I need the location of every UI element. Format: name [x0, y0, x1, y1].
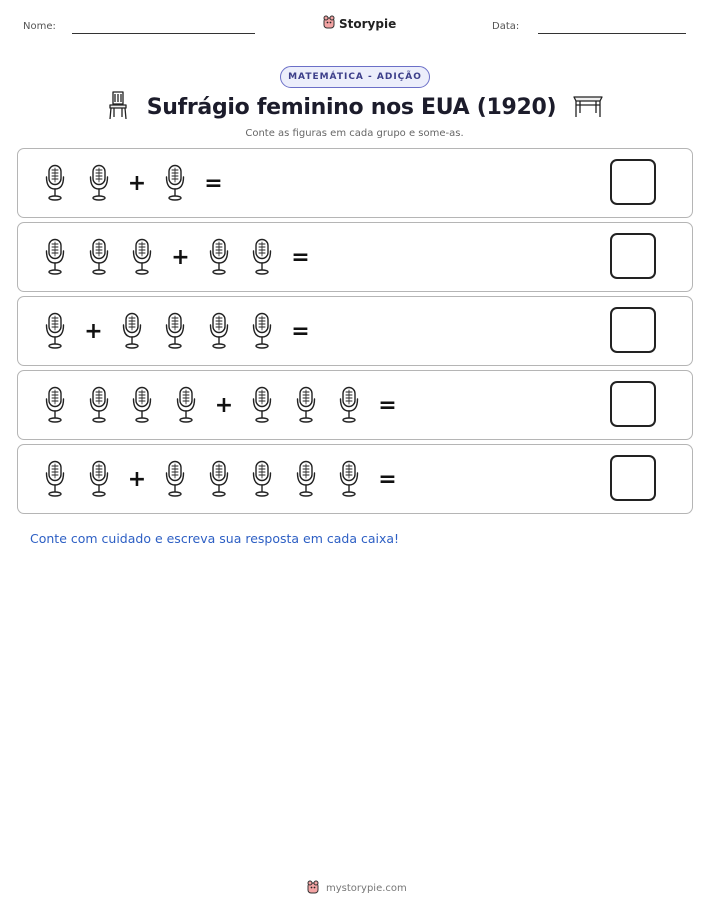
date-label: Data:: [492, 21, 520, 32]
chair-icon: [105, 90, 131, 124]
microphone-icon: [204, 311, 234, 351]
problem-row: [17, 148, 693, 218]
answer-box[interactable]: [610, 455, 656, 501]
microphone-icon: [204, 459, 234, 499]
microphone-icon: [247, 459, 277, 499]
microphone-icon: [160, 163, 190, 203]
answer-box[interactable]: [610, 307, 656, 353]
brand: [322, 14, 396, 33]
equals-sign: =: [291, 318, 310, 344]
problem-expression: [40, 149, 237, 217]
plus-sign: +: [214, 392, 234, 418]
name-label: Nome:: [23, 21, 56, 32]
footer: [306, 880, 407, 897]
microphone-icon: [40, 237, 70, 277]
microphone-icon: [84, 385, 114, 425]
microphone-icon: [40, 163, 70, 203]
footer-logo-icon: [306, 880, 320, 897]
microphone-icon: [84, 459, 114, 499]
microphone-icon: [40, 385, 70, 425]
microphone-icon: [84, 163, 114, 203]
equals-sign: =: [378, 466, 397, 492]
microphone-icon: [40, 311, 70, 351]
instructions: Conte as figuras em cada grupo e some-as.: [245, 128, 464, 139]
problem-row: [17, 444, 693, 514]
answer-box[interactable]: [610, 381, 656, 427]
problem-expression: [40, 223, 324, 291]
equals-sign: =: [291, 244, 310, 270]
microphone-icon: [204, 237, 234, 277]
page-title: Sufrágio feminino nos EUA (1920): [146, 94, 557, 120]
microphone-icon: [291, 385, 321, 425]
problem-row: [17, 296, 693, 366]
microphone-icon: [40, 459, 70, 499]
answer-box[interactable]: [610, 159, 656, 205]
footnote: Conte com cuidado e escreva sua resposta em cada caixa!: [30, 531, 400, 546]
equals-sign: =: [204, 170, 223, 196]
subject-pill-label: MATEMÁTICA - ADIÇÃO: [288, 72, 422, 82]
microphone-icon: [127, 237, 157, 277]
microphone-icon: [247, 237, 277, 277]
microphone-icon: [117, 311, 147, 351]
microphone-icon: [160, 311, 190, 351]
microphone-icon: [160, 459, 190, 499]
problem-expression: [40, 445, 411, 513]
subject-pill: [280, 66, 430, 88]
microphone-icon: [291, 459, 321, 499]
plus-sign: +: [171, 244, 190, 270]
microphone-icon: [127, 385, 157, 425]
microphone-icon: [171, 385, 201, 425]
table-icon: [572, 92, 604, 122]
problem-row: [17, 222, 693, 292]
footer-url: mystorypie.com: [326, 883, 407, 894]
problem-expression: [40, 297, 324, 365]
answer-box[interactable]: [610, 233, 656, 279]
microphone-icon: [84, 237, 114, 277]
microphone-icon: [247, 385, 277, 425]
microphone-icon: [334, 385, 364, 425]
brand-name: Storypie: [339, 16, 397, 31]
date-line[interactable]: [538, 33, 686, 34]
plus-sign: +: [84, 318, 103, 344]
microphone-icon: [334, 459, 364, 499]
title-row: [0, 90, 709, 124]
equals-sign: =: [378, 392, 397, 418]
plus-sign: +: [127, 170, 147, 196]
name-line[interactable]: [72, 33, 255, 34]
problem-row: [17, 370, 693, 440]
storypie-logo-icon: [322, 14, 336, 33]
problem-expression: [40, 371, 411, 439]
plus-sign: +: [127, 466, 147, 492]
microphone-icon: [247, 311, 277, 351]
